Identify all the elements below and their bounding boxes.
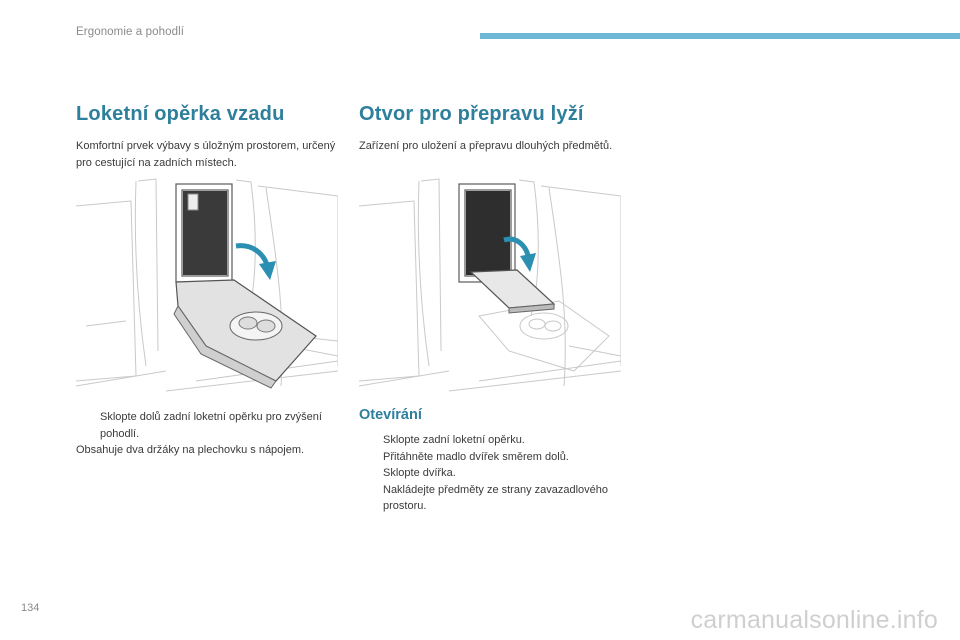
bullet-text: Sklopte dolů zadní loketní opěrku pro zvýšení pohodlí.: [100, 411, 322, 440]
bullet-text: Sklopte dvířka.: [383, 467, 456, 479]
ski-hatch-illustration: [359, 176, 621, 396]
section-intro-ski-hatch: Zařízení pro uložení a přepravu dlouhých předmětů.: [359, 140, 613, 152]
armrest-drawing: [76, 176, 338, 396]
bullet-text: Sklopte zadní loketní opěrku.: [383, 434, 525, 446]
ski-hatch-instructions: [359, 432, 629, 515]
list-item: [76, 409, 346, 442]
armrest-note: Obsahuje dva držáky na plechovku s nápojem.: [76, 444, 305, 456]
list-item: [359, 432, 629, 449]
chapter-accent-bar: [480, 33, 960, 39]
armrest-bullet-list: [76, 409, 346, 442]
armrest-instructions: [76, 409, 346, 459]
section-ski-hatch: [359, 100, 629, 155]
page-number: 134: [21, 602, 40, 614]
ski-hatch-bullet-list: [359, 432, 629, 515]
chapter-title: Ergonomie a pohodlí: [76, 26, 185, 38]
bullet-text: Přitáhněte madlo dvířek směrem dolů.: [383, 450, 569, 463]
ski-hatch-drawing: [359, 176, 621, 396]
list-item: [359, 482, 629, 515]
rear-armrest-illustration: [76, 176, 338, 396]
bullet-text: Nakládejte předměty ze strany zavazadlového prostoru.: [383, 483, 609, 512]
section-rear-armrest: [76, 100, 342, 171]
section-intro-armrest: Komfortní prvek výbavy s úložným prostorem, určený pro cestující na zadních místech.: [76, 140, 336, 169]
watermark: carmanualsonline.info: [690, 606, 938, 634]
subsection-title-opening: Otevírání: [359, 407, 422, 423]
section-title-armrest: Loketní opěrka vzadu: [76, 103, 285, 125]
section-title-ski-hatch: Otvor pro přepravu lyží: [359, 103, 584, 125]
list-item: [359, 465, 629, 482]
list-item: [359, 449, 629, 466]
